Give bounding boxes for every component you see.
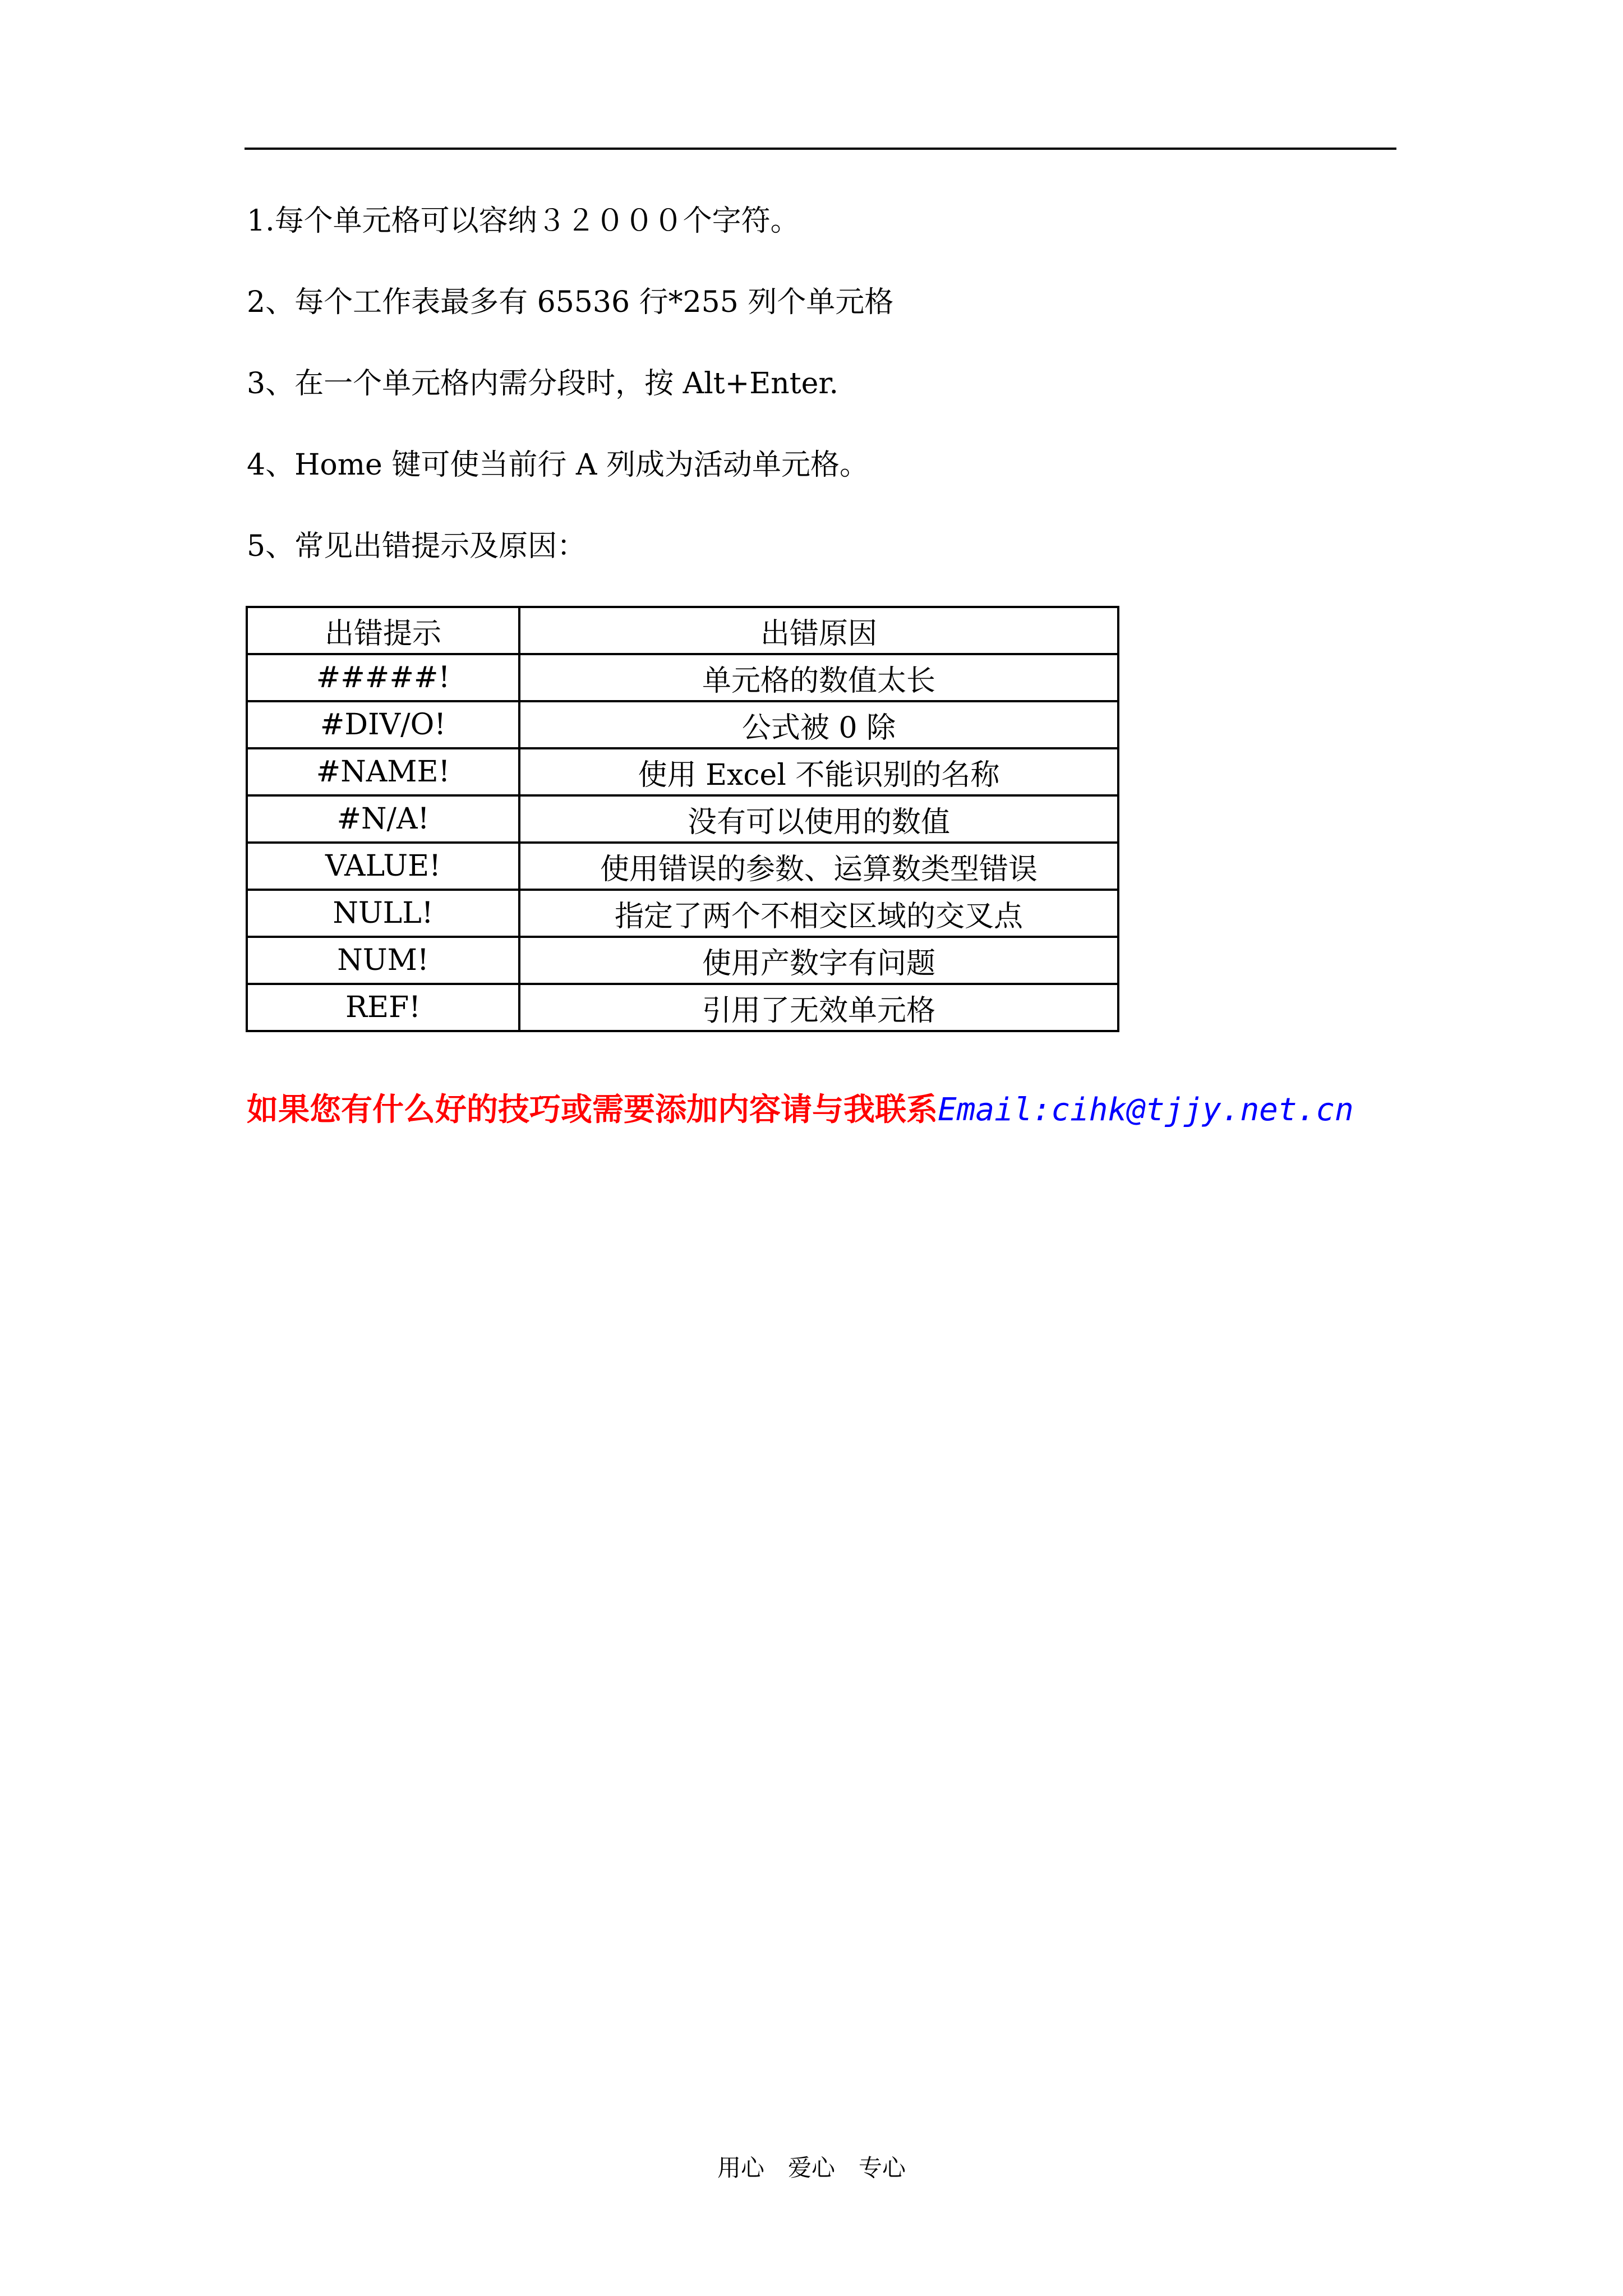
error-code-cell: NUM! xyxy=(247,937,519,984)
paragraph-sheet-size: 2、每个工作表最多有 65536 行*255 列个单元格 xyxy=(247,286,894,319)
table-row xyxy=(247,984,1118,1031)
error-code-cell: #DIV/O! xyxy=(247,701,519,748)
contact-line xyxy=(247,1088,1354,1131)
paragraph-home-key: 4、Home 键可使当前行 A 列成为活动单元格。 xyxy=(247,448,869,482)
error-code-cell: #NAME! xyxy=(247,748,519,795)
error-cause-cell: 公式被 0 除 xyxy=(519,701,1118,748)
paragraph-cell-capacity: 1.每个单元格可以容纳３２０００个字符。 xyxy=(247,204,800,238)
error-cause-cell: 单元格的数值太长 xyxy=(519,654,1118,701)
table-row xyxy=(247,654,1118,701)
table-row xyxy=(247,890,1118,937)
table-header-row xyxy=(247,607,1118,654)
error-cause-cell: 使用错误的参数、运算数类型错误 xyxy=(519,843,1118,890)
error-cause-cell: 使用 Excel 不能识别的名称 xyxy=(519,748,1118,795)
error-cause-cell: 没有可以使用的数值 xyxy=(519,795,1118,843)
error-code-cell: #N/A! xyxy=(247,795,519,843)
error-cause-cell: 使用产数字有问题 xyxy=(519,937,1118,984)
table-row xyxy=(247,701,1118,748)
paragraph-error-intro: 5、常见出错提示及原因： xyxy=(247,530,587,563)
header-error-cause: 出错原因 xyxy=(519,607,1118,654)
header-error-prompt: 出错提示 xyxy=(247,607,519,654)
page-footer: 用心 爱心 专心 xyxy=(717,2154,906,2182)
error-cause-cell: 指定了两个不相交区域的交叉点 xyxy=(519,890,1118,937)
contact-email-link[interactable]: Email:cihk@tjjy.net.cn xyxy=(938,1092,1354,1128)
header-rule xyxy=(245,148,1396,150)
error-code-cell: REF! xyxy=(247,984,519,1031)
paragraph-line-break: 3、在一个单元格内需分段时，按 Alt+Enter. xyxy=(247,367,839,401)
table-row xyxy=(247,748,1118,795)
error-code-cell: VALUE! xyxy=(247,843,519,890)
table-row xyxy=(247,843,1118,890)
contact-text: 如果您有什么好的技巧或需要添加内容请与我联系 xyxy=(247,1091,938,1128)
error-cause-cell: 引用了无效单元格 xyxy=(519,984,1118,1031)
error-code-cell: #####! xyxy=(247,654,519,701)
error-table xyxy=(246,606,1119,1032)
table-row xyxy=(247,795,1118,843)
table-row xyxy=(247,937,1118,984)
error-code-cell: NULL! xyxy=(247,890,519,937)
